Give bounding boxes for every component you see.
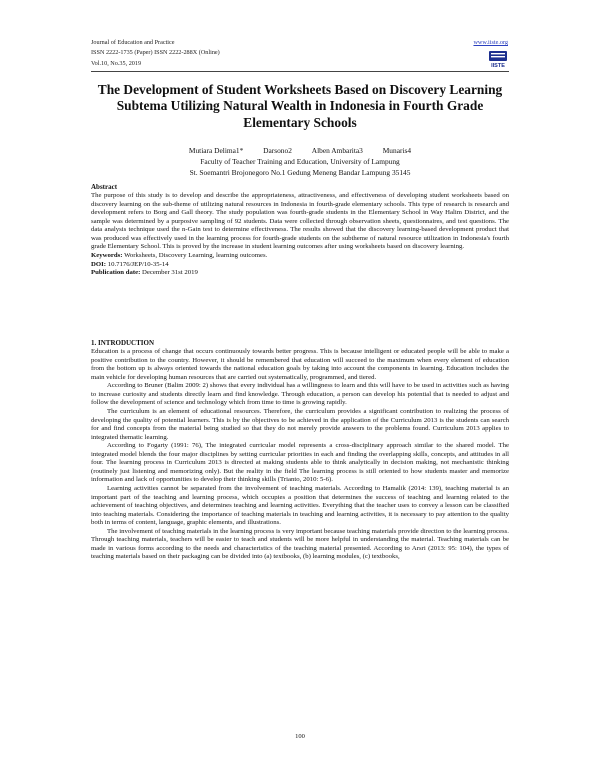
- iiste-logo-icon: [488, 50, 508, 68]
- page-number: 100: [295, 733, 305, 740]
- author-name: Munaris4: [382, 146, 412, 155]
- author-name: Alben Ambarita3: [311, 146, 363, 155]
- journal-issn: ISSN 2222-1735 (Paper) ISSN 2222-288X (Online): [91, 49, 220, 57]
- intro-paragraph: The involvement of teaching materials in the learning process is very important because teaching materials provide direction to the learning process. Through teaching materials, teachers will be easier to teach and students will be more helpful in understanding the material. Teaching materials can be made in various forms according to the needs and characteristics of the teaching material presented. According to Arsri (2013: 95: 104), the types of teaching materials based on their packaging can be divided into (a) textbooks, (b) learning modules, (c) textbooks,: [91, 527, 509, 561]
- paper-title: The Development of Student Worksheets Based on Discovery Learning Subtema Utilizing Natural Wealth in Indonesia in Fourth Grade Elementary Schools: [97, 82, 503, 130]
- intro-paragraph: According to Bruner (Balim 2009: 2) shows that every individual has a willingness to learn and this will have to be used in activities such as having to increase curiosity and students directly learn and find knowledge. Through education, a person can develop his potential that is needed to adjust and follow the development of science and technology which from time to time is growing rapidly.: [91, 382, 509, 407]
- journal-name: Journal of Education and Practice: [91, 39, 175, 46]
- intro-paragraph: According to Fogarty (1991: 76), The integrated curricular model represents a cross-disciplinary approach similar to the shared model. The integrated model blends the four major disciplines by setting curricular priorities in each and finding the overlapping skills, concepts, and attitudes in all four. The learning process in Curriculum 2013 is directed at making students able to think analytically in decision making, not mechanistic thinking (routinely just listening and memorizing only). But the reality in the field The learning process is still oriented to how students master and memorize information and lack of opportunities to develop their thinking skills (Trianto, 2010: 5-6).: [91, 442, 509, 484]
- intro-paragraph: Learning activities cannot be separated from the involvement of teaching materials. According to Hamalik (2014: 139), teaching material is an important part of the teaching and learning process, which occupies a position that determines the success of teaching and learning related to the achievement of teaching objectives, and determines teaching and learning activities. Everything that the teacher uses to convey a lesson can be classified into teaching materials. Considering the importance of teaching materials in teaching and learning activities, it is necessary to pay attention to the quality both in terms of content, language, graphic elements, and illustrations.: [91, 484, 509, 527]
- author-names: [91, 145, 509, 156]
- pubdate-value: December 31st 2019: [142, 269, 198, 277]
- journal-header: [91, 38, 220, 69]
- keywords-label: Keywords:: [91, 252, 123, 260]
- doi-value[interactable]: 10.7176/JEP/10-35-14: [107, 260, 169, 268]
- header-rule: [91, 71, 509, 72]
- abstract-heading: Abstract: [91, 183, 118, 191]
- author-name: Mutiara Delima1*: [188, 146, 244, 155]
- abstract-text: The purpose of this study is to develop and describe the appropriateness, attractiveness, and effectiveness of developing student worksheets based on discovery learning on the sub-theme of utilizing natural resources in Indonesia in fourth-grade elementary schools. This type of research is research and development refers to Borg and Gall theory. The study population was fourth-grade students in the Elementary School in Way Halim District, and the sample was determined by a purposive sampling of 92 students. Data were collected through observation sheets, questionnaires, and test questions. The data analysis technique used the n-Gain test to determine effectiveness. The results showed that the discovery learning-based development product that was produced was effectively used in the learning process for fourth-grade students on the subtheme of natural resource utilization in Indonesia's fourth grade Elementary School. This is proved by the increase in student learning outcomes after using worksheets based on discovery learning.: [91, 192, 509, 251]
- doi-label: DOI:: [91, 260, 106, 268]
- logo-text: IISTE: [491, 63, 505, 68]
- intro-paragraph: Education is a process of change that occurs continuously towards better progress. This is because intelligent or educated people will be able to make a positive contribution to the country. However, it should be remembered that education will succeed to the maximum when every element of education from the bottom up is always oriented towards the national education goals by taking into account the components in learning. Education includes the main vehicle for developing human resources that are carried out systematically, programmed, and tiered.: [91, 348, 509, 381]
- journal-volume: Vol.10, No.35, 2019: [91, 59, 142, 67]
- abstract-section: [91, 183, 509, 278]
- author-name: Darsono2: [263, 146, 292, 155]
- introduction-section: [91, 339, 509, 562]
- address: St. Soemantri Brojonegoro No.1 Gedung Meneng Bandar Lampung 35145: [189, 168, 411, 178]
- iiste-logo: [488, 50, 508, 72]
- keywords-line: [91, 252, 509, 261]
- journal-header-right: [473, 38, 508, 72]
- pubdate-line: [91, 269, 509, 278]
- intro-paragraph: The curriculum is an element of educational resources. Therefore, the curriculum provides a significant contribution to realizing the process of developing the quality of potential learners. This is by the objectives to be achieved in the application of the Curriculum 2013 is the students can search for and find concepts from the material being studied so that they do not merely provide answers to the problems found. Curriculum 2013 applies to integrated thematic learning.: [91, 408, 509, 441]
- doi-line: [91, 261, 509, 270]
- affiliation: Faculty of Teacher Training and Education, University of Lampung: [200, 157, 400, 167]
- author-block: [91, 145, 509, 179]
- pubdate-label: Publication date:: [91, 269, 141, 277]
- keywords-value: Worksheets, Discovery Learning, learning outcomes.: [124, 252, 268, 260]
- journal-url-link[interactable]: www.iiste.org: [473, 39, 508, 46]
- introduction-heading: 1. INTRODUCTION: [91, 339, 155, 347]
